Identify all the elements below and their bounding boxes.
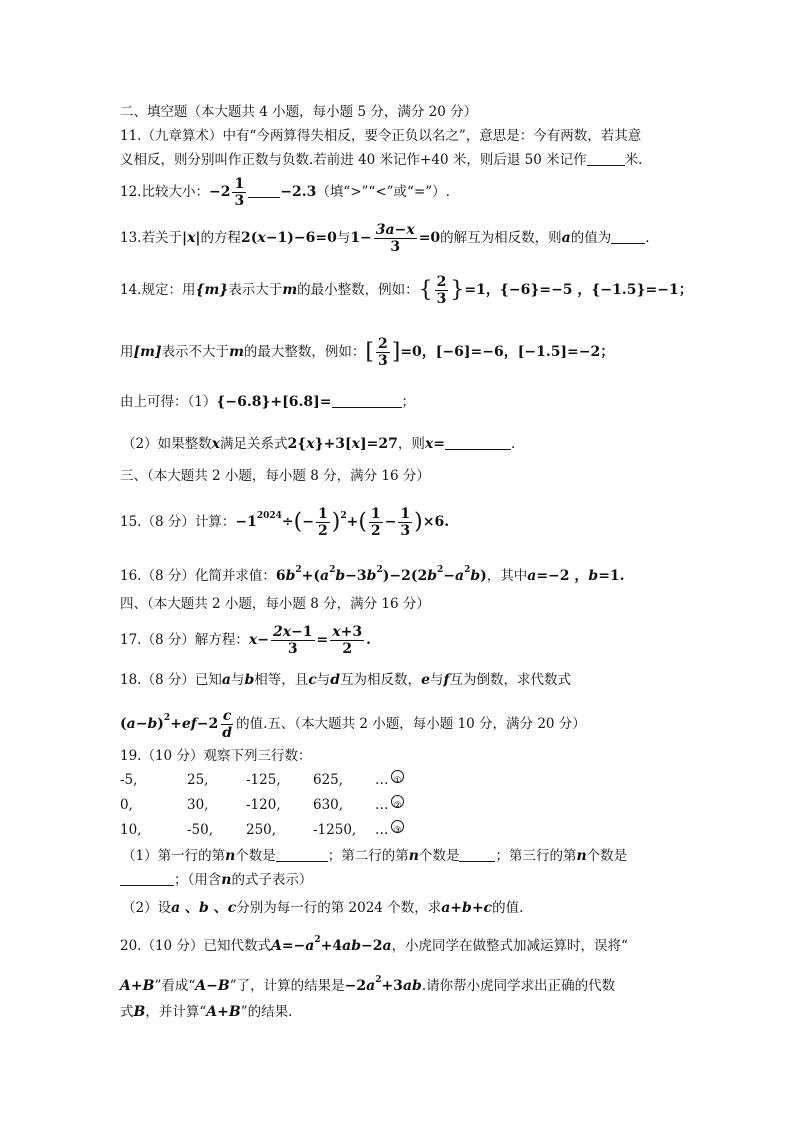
q14-bracket-m: [m] (133, 344, 162, 360)
q13-line: 13.若关于|x|的方程2(x−1)−6=0与1− $\frac{3a-x}{3}$ =0的解互为相反数，则a的值为 . (120, 222, 650, 255)
q11-text: 义相反，则分别叫作正数与负数.若前进 40 米记作+40 米，则后退 50 米记作 (120, 152, 587, 168)
q14-part-1: 由上可得：（1）{−6.8}+[6.8]= ； (120, 394, 416, 410)
q20-line-1: 20.（10 分）已知代数式$A=-a^2+4ab-2a$，小虎同学在做整式加减运算时，误将“ (120, 935, 628, 954)
q13-eq2: 1− (350, 230, 372, 246)
q13-answer-blank[interactable] (611, 229, 645, 244)
q19-intro: 19.（10 分）观察下列三行数： (120, 748, 312, 764)
q11-answer-blank[interactable] (587, 151, 625, 166)
q14-1-answer-blank[interactable] (332, 393, 402, 408)
q13-eq1: 2(x−1)−6=0 (241, 230, 337, 246)
q12-fraction: $\frac{1}{3}$ (234, 176, 245, 209)
section-4-header: 四、（本大题共 2 小题，每小题 8 分，满分 16 分） (120, 596, 430, 612)
q19-row1-blank[interactable] (276, 847, 328, 862)
q11-unit: 米. (624, 152, 643, 168)
q19-part-1-cont: ；（用含n的式子表示） (120, 870, 312, 890)
q12-hint: （填“>”“<”或“=”）. (316, 184, 450, 200)
q18-expression: $(a-b)^2+ef-2$ (120, 713, 219, 732)
q15-line: 15.（8 分）计算：$-1^{2024}\div(-$ $\frac{1}{2}$ )$^2$+( $\frac{1}{2}$ − $\frac{1}{3}$ )×6. (120, 506, 450, 539)
q14-line-2: 用[m]表示不大于m的最大整数，例如：[ $\frac{2}{3}$ ]=0，[−6]=−6，[−1.5]=−2； (120, 336, 615, 369)
q13-abs-x: |x| (181, 230, 201, 246)
q14-2-answer-blank[interactable] (445, 435, 511, 450)
q12-num-b: −2.3 (280, 184, 317, 200)
q12-num-a: −2 (208, 184, 231, 200)
q20-line-2: A+B”看成“A−B”了，计算的结果是$-2a^2+3ab$.请你帮小虎同学求出正确的代数 (120, 975, 616, 994)
q12-label: 12.比较大小： (120, 184, 209, 200)
q18-line-1: 18.（8 分）已知a与b相等，且c与d互为相反数，e与f互为倒数，求代数式 (120, 672, 572, 688)
q15-expression: $-1^{2024}\div$ (235, 511, 294, 530)
section-3-header: 三、（本大题共 2 小题，每小题 8 分，满分 16 分） (120, 468, 430, 484)
q12-answer-blank[interactable] (248, 183, 280, 198)
q14-fraction-2: $\frac{2}{3}$ (377, 336, 388, 369)
q17-line: 17.（8 分）解方程：x− $\frac{2x-1}{3}$ = $\frac{x+3}{2}$ . (120, 624, 371, 657)
q11-line-1: 11.（九章算术）中有“今两算得失相反，要令正负以名之”，意思是：今有两数，若其意 (120, 128, 642, 144)
q19-row3-blank[interactable] (120, 871, 174, 886)
q13-fraction: $\frac{3a-x}{3}$ (375, 222, 415, 255)
q14-fraction-1: $\frac{2}{3}$ (436, 274, 447, 307)
q19-part-2: （2）设a 、b 、c分别为每一行的第 2024 个数，求a+b+c的值. (122, 900, 524, 916)
q14-brace-m: {m} (195, 282, 229, 298)
q14-part-2: （2）如果整数x满足关系式2{x}+3[x]=27，则x= . (122, 436, 516, 452)
q12-line (120, 176, 450, 209)
q11-line-2 (120, 150, 642, 170)
q16-expression: $6b^2+(a^2b-3b^2)-2(2b^2-a^2b)$ (275, 565, 487, 584)
q18-line-2: $(a-b)^2+ef-2$ $\frac{c}{d}$ 的值.五、（本大题共 2 小题，每小题 10 分，满分 20 分） (120, 708, 586, 741)
q20-expression-a: $A=-a^2+4ab-2a$ (270, 935, 392, 954)
q19-part-1: （1）第一行的第n个数是 ；第二行的第n个数是 ；第三行的第n个数是 (122, 848, 628, 864)
q19-row2-blank[interactable] (459, 847, 495, 862)
q20-line-3: 式B，并计算“A+B”的结果. (120, 1004, 293, 1020)
q14-line-1: 14.规定：用{m}表示大于m的最小整数，例如：{ $\frac{2}{3}$ }=1，{−6}=−5 ，{−1.5}=−1； (120, 274, 693, 307)
section-2-header: 二、填空题（本大题共 4 小题，每小题 5 分，满分 20 分） (120, 104, 478, 120)
q16-line: 16.（8 分）化简并求值：$6b^2+(a^2b-3b^2)-2(2b^2-a^2b)$，其中a=−2 ，b=1. (120, 565, 625, 584)
